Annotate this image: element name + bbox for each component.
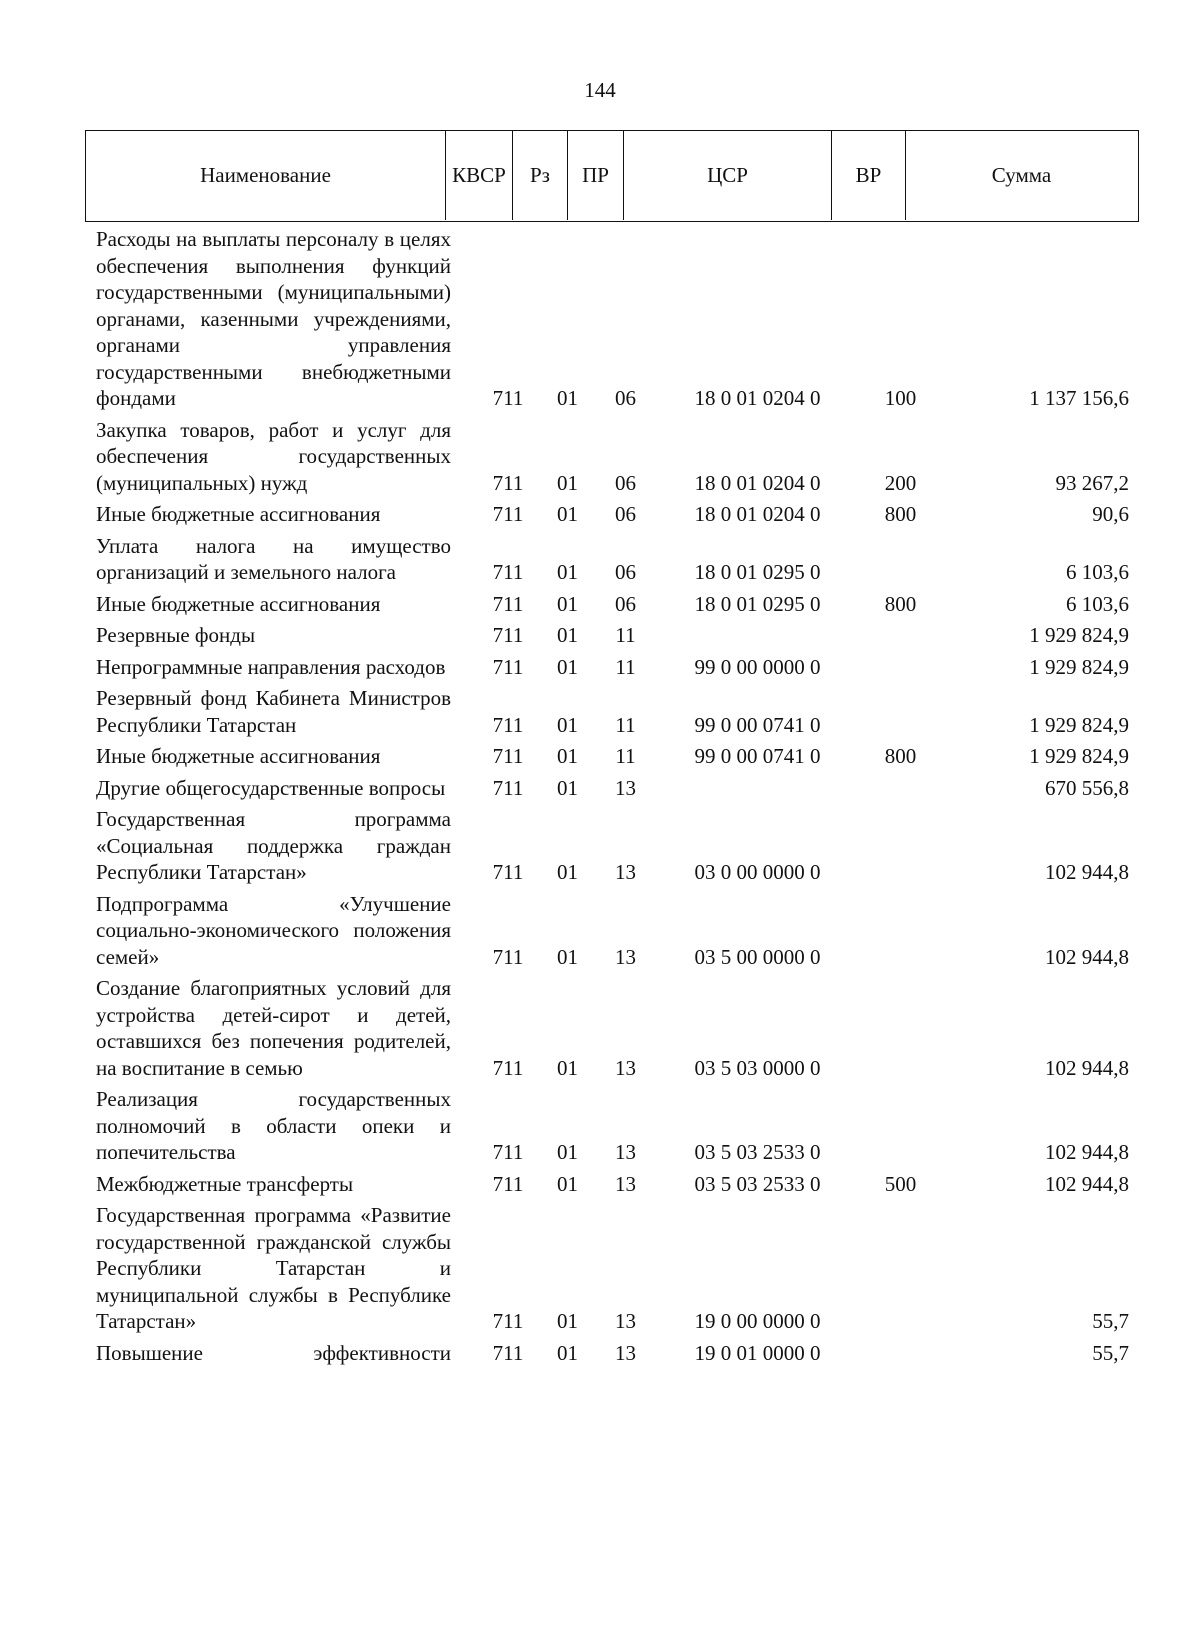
header-vr: ВР (831, 131, 905, 220)
row-kvsr: 711 (492, 470, 524, 495)
row-rz: 01 (557, 1340, 578, 1365)
row-sum: 102 944,8 (1045, 944, 1129, 969)
row-kvsr: 711 (492, 654, 524, 679)
row-vr: 200 (884, 470, 917, 495)
header-csr: ЦСР (623, 131, 831, 220)
table-body (85, 222, 1139, 1367)
row-pr: 06 (615, 560, 636, 584)
table-row (85, 971, 1139, 1082)
row-kvsr: 711 (492, 623, 524, 647)
table-row (85, 587, 1139, 619)
row-sum: 1 929 824,9 (1029, 712, 1129, 737)
header-kvsr: КВСР (445, 131, 512, 220)
row-name: Резервные фонды (96, 623, 256, 647)
row-csr: 18 0 01 0295 0 (694, 591, 821, 616)
row-name: Другие общегосударственные вопросы (96, 775, 446, 800)
row-csr: 19 0 00 0000 0 (694, 1309, 821, 1333)
row-pr: 13 (615, 775, 636, 800)
row-sum: 55,7 (1092, 1309, 1129, 1333)
row-kvsr: 711 (492, 1140, 524, 1164)
row-csr: 99 0 00 0000 0 (694, 654, 821, 679)
row-pr: 13 (615, 1140, 636, 1164)
row-kvsr: 711 (492, 591, 524, 616)
row-kvsr: 711 (492, 860, 524, 884)
row-csr: 99 0 00 0741 0 (694, 744, 821, 768)
header-name: Наименование (200, 163, 331, 187)
table-row (85, 650, 1139, 682)
header-rz: Рз (512, 131, 567, 220)
row-pr: 06 (615, 502, 636, 526)
row-name: Резервный фонд Кабинета Министров Республики Татарстан (96, 686, 451, 737)
row-csr: 03 5 03 2533 0 (694, 1140, 821, 1164)
row-kvsr: 711 (492, 775, 524, 800)
row-pr: 13 (615, 1055, 636, 1080)
row-sum: 90,6 (1092, 502, 1129, 526)
row-rz: 01 (557, 775, 578, 800)
row-rz: 01 (557, 470, 578, 495)
table-row (85, 222, 1139, 413)
row-vr: 100 (884, 386, 917, 410)
row-name: Иные бюджетные ассигнования (96, 744, 381, 768)
row-kvsr: 711 (492, 1340, 524, 1365)
row-name: Непрограммные направления расходов (96, 654, 446, 679)
header-sum: Сумма (905, 131, 1137, 220)
row-vr: 800 (884, 744, 917, 768)
row-name: Государственная программа «Социальная поддержка граждан Республики Татарстан» (96, 807, 451, 884)
row-csr: 18 0 01 0204 0 (694, 502, 821, 526)
table-row (85, 413, 1139, 498)
row-name: Подпрограмма «Улучшение социально-экономического положения семей» (96, 891, 451, 969)
row-pr: 13 (615, 1171, 636, 1196)
row-csr: 18 0 01 0204 0 (694, 386, 821, 410)
page-number: 144 (584, 78, 616, 102)
row-sum: 1 137 156,6 (1029, 386, 1129, 410)
row-pr: 11 (615, 654, 636, 679)
row-name: Иные бюджетные ассигнования (96, 591, 381, 616)
row-csr: 18 0 01 0295 0 (694, 560, 821, 584)
row-rz: 01 (557, 1140, 578, 1164)
table-row (85, 497, 1139, 529)
row-name: Уплата налога на имущество организаций и земельного налога (96, 533, 451, 584)
row-name: Создание благоприятных условий для устройства детей-сирот и детей, оставшихся без попечения родителей, на воспитание в семью (96, 976, 451, 1080)
table-row (85, 1336, 1139, 1368)
table-row (85, 1082, 1139, 1167)
row-kvsr: 711 (492, 502, 524, 526)
row-rz: 01 (557, 860, 578, 884)
row-sum: 102 944,8 (1045, 1140, 1129, 1164)
row-kvsr: 711 (492, 386, 524, 410)
row-pr: 06 (615, 470, 636, 495)
table-row (85, 802, 1139, 887)
row-pr: 13 (615, 860, 636, 884)
budget-table (85, 130, 1139, 1367)
row-sum: 1 929 824,9 (1029, 744, 1129, 768)
table-row (85, 529, 1139, 587)
row-rz: 01 (557, 560, 578, 584)
row-pr: 13 (615, 944, 636, 969)
row-pr: 11 (615, 623, 636, 647)
table-row (85, 618, 1139, 650)
row-sum: 1 929 824,9 (1029, 654, 1129, 679)
row-name: Закупка товаров, работ и услуг для обеспечения государственных (муниципальных) нужд (96, 417, 451, 495)
row-kvsr: 711 (492, 1171, 524, 1196)
table-row (85, 1167, 1139, 1199)
row-vr: 800 (884, 502, 917, 526)
row-csr: 03 5 03 0000 0 (694, 1055, 821, 1080)
row-pr: 11 (615, 712, 636, 737)
row-rz: 01 (557, 386, 578, 410)
row-pr: 13 (615, 1309, 636, 1333)
row-vr: 800 (884, 591, 917, 616)
header-pr: ПР (567, 131, 623, 220)
row-rz: 01 (557, 712, 578, 737)
table-row (85, 739, 1139, 771)
row-name: Реализация государственных полномочий в области опеки и попечительства (96, 1087, 451, 1164)
row-kvsr: 711 (492, 712, 524, 737)
row-csr: 19 0 01 0000 0 (694, 1340, 821, 1365)
row-kvsr: 711 (492, 1055, 524, 1080)
row-kvsr: 711 (492, 1309, 524, 1333)
row-kvsr: 711 (492, 560, 524, 584)
row-kvsr: 711 (492, 944, 524, 969)
row-kvsr: 711 (492, 744, 524, 768)
row-name: Межбюджетные трансферты (96, 1171, 354, 1196)
row-pr: 06 (615, 591, 636, 616)
row-pr: 13 (615, 1340, 636, 1365)
table-row (85, 1198, 1139, 1336)
row-rz: 01 (557, 944, 578, 969)
row-csr: 03 5 00 0000 0 (694, 944, 821, 969)
row-name: Расходы на выплаты персоналу в целях обеспечения выполнения функций государственными (муниципальными) органами, казенными учреждениями, органами управления государственными внебюджетными фондами (96, 227, 451, 410)
row-rz: 01 (557, 623, 578, 647)
row-rz: 01 (557, 1309, 578, 1333)
table-row (85, 887, 1139, 972)
row-rz: 01 (557, 1171, 578, 1196)
row-csr: 03 5 03 2533 0 (694, 1171, 821, 1196)
row-pr: 06 (615, 386, 636, 410)
row-sum: 102 944,8 (1045, 1171, 1129, 1196)
row-pr: 11 (615, 744, 636, 768)
row-sum: 102 944,8 (1045, 860, 1129, 884)
row-rz: 01 (557, 744, 578, 768)
row-sum: 6 103,6 (1066, 560, 1129, 584)
row-name: Иные бюджетные ассигнования (96, 502, 381, 526)
row-csr: 99 0 00 0741 0 (694, 712, 821, 737)
row-sum: 55,7 (1092, 1340, 1129, 1365)
table-row (85, 771, 1139, 803)
row-name: Повышение эффективности (96, 1340, 451, 1365)
row-sum: 6 103,6 (1066, 591, 1129, 616)
table-header (85, 130, 1139, 222)
row-csr: 18 0 01 0204 0 (694, 470, 821, 495)
row-rz: 01 (557, 591, 578, 616)
row-vr: 500 (884, 1171, 917, 1196)
row-rz: 01 (557, 1055, 578, 1080)
row-sum: 670 556,8 (1045, 775, 1129, 800)
row-csr: 03 0 00 0000 0 (694, 860, 821, 884)
row-sum: 93 267,2 (1055, 470, 1129, 495)
row-name: Государственная программа «Развитие государственной гражданской службы Республики Татарстан и муниципальной службы в Республике Татарстан» (96, 1203, 451, 1333)
row-sum: 102 944,8 (1045, 1055, 1129, 1080)
row-rz: 01 (557, 654, 578, 679)
row-rz: 01 (557, 502, 578, 526)
table-row (85, 681, 1139, 739)
row-sum: 1 929 824,9 (1029, 623, 1129, 647)
